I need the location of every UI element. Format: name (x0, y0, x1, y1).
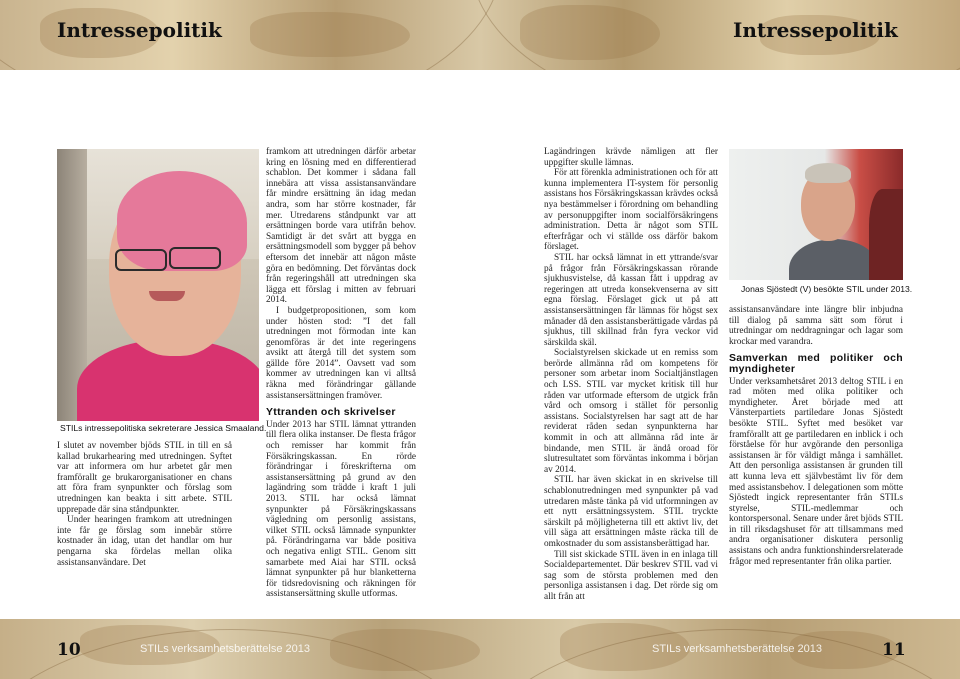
page-number-right: 11 (882, 640, 906, 660)
section-title-right: Intressepolitik (733, 18, 898, 42)
paragraph: Under verksamhetsåret 2013 deltog STIL i en rad möten med olika politiker och myndigheter. Året började med att Vänsterpartiets partiledare Jonas Sjöstedt besökte STIL. Syftet med besöket var framförallt att ge partiledaren en inblick i och förståelse för hur avgörande den personliga assistansen är för väldigt många i samhället. Att den personliga assistansen är grunden till att kunna leva ett självbestämt liv för dem med assistansbehov. I delegationen som mötte Sjöstedt ingick representanter från STILs styrelse, STIL-medlemmar och kontorspersonal. Senare under året bjöds STIL in till riksdagshuset för att tillsammans med andra organisationer diskutera personlig assistans och andra funktionshindersrelaterade frågor med representanter från olika partier. (729, 376, 903, 567)
text-column-4 (729, 305, 903, 567)
paragraph: För att förenkla administrationen och för att kunna implementera IT-system för personlig assistans hos Försäkringskassan krävdes också nya bestämmelser i förordning om behandling av personuppgifter inom socialförsäkringens administration. Detta är något som STIL efterfrågar och vi ställde oss därför bakom förslaget. (544, 168, 718, 253)
paragraph: Socialstyrelsen skickade ut en remiss som berörde allmänna råd om kompetens för personer som arbetar inom Socialtjänstlagen och LSS. STIL var mycket kritisk till hur råden var utformade eftersom de utgick från vård och omsorg i stället för personlig assistans. Socialstyrelsen har sagt att de har reviderat råden sedan synpunkterna har kommit in och att allmänna råd inte är bindande, men STIL är ändå oroad för slutresultatet som förväntas inkomma i början av 2014. (544, 348, 718, 475)
text-column-3 (544, 147, 718, 603)
footer-publication-left: STILs verksamhetsberättelse 2013 (140, 643, 310, 655)
paragraph: Till sist skickade STIL även in en inlaga till Socialdepartementet. Där beskrev STIL vad vi sag som de största problemen med den personliga assistansen i dag. Det rörde sig om allt från att (544, 549, 718, 602)
paragraph: STIL har även skickat in en skrivelse till schablonutredningen med synpunkter på vad utredaren måste tänka på vid utformningen av ett nytt ersättningssystem. STIL tryckte särskilt på möjligheterna till ett aktivt liv, det vill säga att ersättningen måste räcka till de omkostnader du som assistansberättigad har. (544, 475, 718, 549)
paragraph: framkom att utredningen därför arbetar kring en lösning med en differentierad schablon. Det kommer i sådana fall innebära att vissa assistansanvändare får mindre ersättning än idag medan andra, som har större kostnader, får mer. Utredarens ståndpunkt var att ersättningen borde vara utifrån behov. Samtidigt är det svårt att bygga en ersättningsmodell som bygger på behov eftersom det innebär att någon måste göra en bedömning. Det förväntas dock från regeringshåll att utredningen ska lägga ett förslag i mitten av februari 2014. (266, 147, 416, 306)
paragraph: STIL har också lämnat in ett yttrande/svar på frågor från Försäkringskassan rörande sjukhusvistelse, då kassan fått i uppdrag av regeringen att utreda konsekvenserna av sitt egna förslag. Förslaget gick ut på att assistansersättningen får lämnas för högst sex månader då den assistansberättigade vårdas på sjukhus, till skillnad från fyra veckor vid särskilda skäl. (544, 252, 718, 348)
paragraph: Lagändringen krävde nämligen att fler uppgifter skulle lämnas. (544, 147, 718, 168)
paragraph: assistansanvändare inte längre blir inbjudna till dialog på samma sätt som förut i utredningar om neddragningar och lagar som krockar med varandra. (729, 305, 903, 347)
paragraph: Under hearingen framkom att utredningen inte får ge förslag som innebär större kostnader än idag, utan det handlar om hur pengarna ska fördelas mellan olika assistansanvändare. Det (57, 515, 232, 568)
section-title-left: Intressepolitik (57, 18, 222, 42)
page-number-left: 10 (57, 640, 81, 660)
paragraph: Under 2013 har STIL lämnat yttranden till flera olika instanser. De flesta frågor och remisser har kommit från Försäkringskassan. En rörde förändringar i föreskrifterna om assistansersättning på grund av den lagändring som trädde i kraft 1 juli 2013. STIL har också lämnat synpunkter på Försäkringskassans vägledning om personlig assistans, vilket STIL också lämnade synpunkter på. Förändringarna var både positiva och negativa enligt STIL. Genom sitt samarbete med Aiai har STIL också lämnat synpunkter på hur blanketterna för tidsredovisning och räkningen för assistansersättning skulle utformas. (266, 419, 416, 600)
text-column-1 (57, 441, 232, 568)
text-column-2 (266, 147, 416, 600)
photo-caption-left: STILs intressepolitiska sekreterare Jessica Smaaland. (60, 423, 267, 433)
section-heading-yttranden: Yttranden och skrivelser (266, 406, 396, 419)
section-heading-samverkan: Samverkan med politiker och myndigheter (729, 352, 903, 375)
photo-caption-right: Jonas Sjöstedt (V) besökte STIL under 2013. (741, 284, 913, 294)
photo-jonas-sjostedt (729, 149, 903, 280)
photo-jessica-smaaland (57, 149, 259, 421)
footer-publication-right: STILs verksamhetsberättelse 2013 (652, 643, 822, 655)
paragraph: I slutet av november bjöds STIL in till en så kallad brukarhearing med utredningen. Syftet var att informera om hur arbetet går men framförallt ge brukarorganisationer en chans att föra fram synpunkter och förslag som utredningen kan beakta i sitt arbete. STIL upprepade där sina ståndpunkter. (57, 441, 232, 515)
paragraph: I budgetpropositionen, som kom under hösten stod: ”I det fall utredningen mot förmodan inte kan genomföras är det inte regeringens avsikt att återgå till det system som gällde före 2014”. Oavsett vad som kommer av utredningen kan vi alltså räkna med förändringar gällande assistansersättningen framöver. (266, 305, 416, 401)
